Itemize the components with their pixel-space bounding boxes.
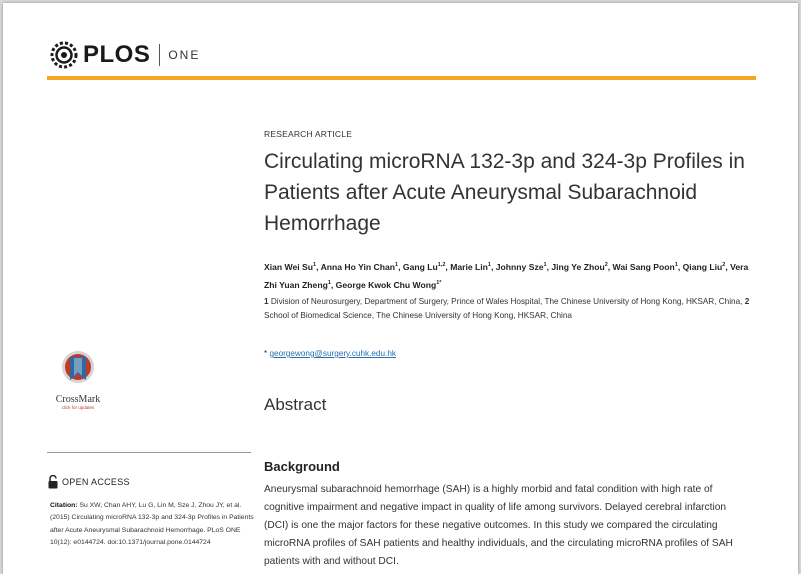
author-name: Marie Lin [450, 261, 488, 272]
open-lock-icon [48, 475, 58, 489]
author-name: Johnny Sze [495, 261, 544, 272]
author-name: Jing Ye Zhou [551, 261, 605, 272]
author-affiliation-marker: 1 [313, 262, 317, 268]
author-affiliation-marker: 1,2 [437, 262, 446, 268]
author-name: George Kwok Chu Wong [335, 279, 437, 290]
affiliation-2: School of Biomedical Science, The Chinese University of Hong Kong, HKSAR, China [264, 310, 572, 320]
journal-name: ONE [168, 48, 201, 62]
author-affiliation-marker: 2 [722, 262, 726, 268]
article-title: Circulating microRNA 132-3p and 324-3p Profiles in Patients after Acute Aneurysmal Subarachnoid Hemorrhage [264, 150, 745, 235]
plos-logo-icon [49, 40, 79, 70]
author-affiliation-marker: 2 [604, 262, 608, 268]
publisher-name: PLOS [83, 41, 151, 68]
sidebar-rule [47, 452, 251, 453]
logo-divider [159, 44, 160, 66]
article-page [3, 3, 798, 574]
affiliation-1: Division of Neurosurgery, Department of Surgery, Prince of Wales Hospital, The Chinese University of Hong Kong, HKSAR, China, [268, 297, 745, 306]
article-type: RESEARCH ARTICLE [264, 129, 353, 139]
email-marker: * [264, 349, 270, 358]
affiliations [264, 295, 760, 322]
affiliation-2-number: 2 [744, 297, 750, 306]
author-affiliation-marker: 1 [327, 279, 331, 286]
affiliation-1-number: 1 [264, 297, 269, 306]
author-name: Anna Ho Yin Chan [320, 261, 396, 272]
author-affiliation-marker: 1 [395, 262, 399, 268]
author-name: Gang Lu [402, 261, 438, 272]
author-name: Wai Sang Poon [612, 261, 675, 272]
open-access-label: OPEN ACCESS [62, 477, 130, 487]
crossmark-sublabel: click for updates [61, 405, 95, 410]
header-rule [47, 76, 756, 80]
abstract-heading: Abstract [264, 395, 327, 414]
crossmark-icon [61, 350, 95, 388]
citation-label: Citation: [50, 502, 78, 509]
author-affiliation-marker: 1 [487, 262, 491, 268]
background-heading: Background [264, 459, 340, 474]
open-access-badge [48, 475, 130, 489]
citation-block [50, 500, 255, 550]
author-list: Xian Wei Su$^1$, Anna Ho Yin Chan$^1$, Gang Lu$^{1,2}$, Marie Lin$^1$, Johnny Sze$^1$, Jing Ye Zhou$^2$, Wai Sang Poon$^1$, Qiang Liu$^2$, Vera Zhi Yuan Zheng$^1$, George Kwok Chu Wong$^{1*}$ [264, 261, 749, 290]
author-name: Xian Wei Su [264, 261, 314, 272]
citation-text: Su XW, Chan AHY, Lu G, Lin M, Sze J, Zhou JY, et al. (2015) Circulating microRNA 132-3p and 324-3p Profiles in Patients after Acute Aneurysmal Subarachnoid Hemorrhage. PLoS ONE 10(12): e0144724. doi:10.1371/journal.pone.0144724 [50, 502, 254, 547]
author-affiliation-marker: 1 [674, 262, 678, 268]
corresponding-email [264, 349, 396, 358]
author-name: Vera Zhi Yuan Zheng [264, 261, 749, 290]
email-link[interactable]: georgewong@surgery.cuhk.edu.hk [269, 349, 396, 358]
crossmark-badge[interactable] [50, 350, 106, 410]
author-name: Qiang Liu [682, 261, 723, 272]
author-affiliation-marker: 1 [543, 262, 547, 268]
author-affiliation-marker: 1* [436, 279, 442, 286]
crossmark-label: CrossMark [55, 394, 101, 405]
plos-logo[interactable] [49, 40, 200, 70]
background-paragraph: Aneurysmal subarachnoid hemorrhage (SAH) is a highly morbid and fatal condition with high rate of cognitive impairment and negative impact in quality of life among survivors. Delayed cerebral infarction (DCI) is one the major factors for these negative outcomes. In this study we compared the circulating microRNA profiles of SAH patients and healthy individuals, and the circulating microRNA profiles of SAH patients with and without DCI. [264, 484, 733, 567]
